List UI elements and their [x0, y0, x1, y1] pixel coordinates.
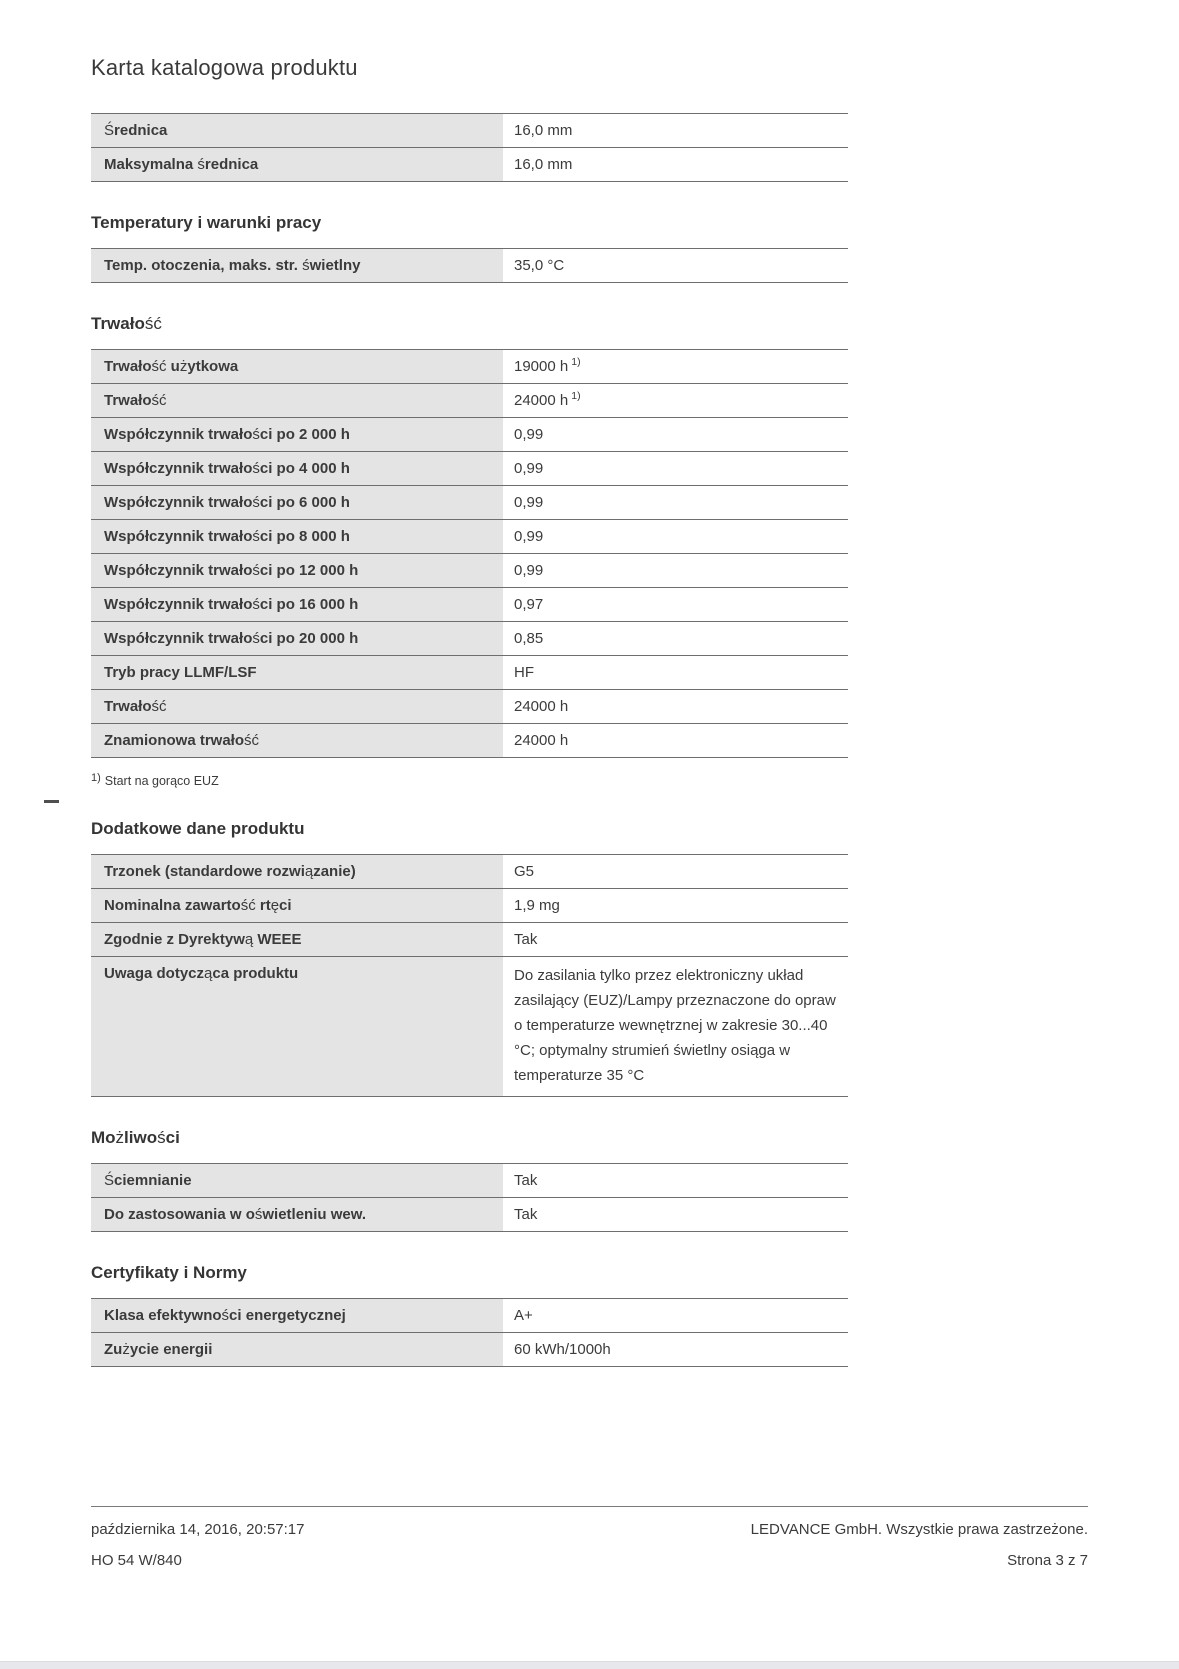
spec-value-text: 1,9 mg [514, 897, 560, 914]
spec-value [503, 249, 848, 282]
spec-value [503, 554, 848, 587]
footnote-ref: 1) [571, 390, 581, 402]
spec-label: Współczynnik trwałości po 6 000 h [91, 486, 503, 519]
spec-row [91, 655, 848, 689]
spec-value [503, 1198, 848, 1231]
spec-label: Średnica [91, 114, 503, 147]
spec-label: Tryb pracy LLMF/LSF [91, 656, 503, 689]
spec-value-text: 0,99 [514, 460, 544, 477]
spec-value-text: 16,0 mm [514, 156, 573, 173]
spec-value [503, 384, 848, 417]
spec-row [91, 147, 848, 181]
spec-row [91, 451, 848, 485]
spec-label: Maksymalna średnica [91, 148, 503, 181]
footnote-marker: 1) [91, 772, 101, 784]
spec-value-text: 0,85 [514, 630, 544, 647]
footnote [91, 772, 1179, 788]
spec-row [91, 1197, 848, 1231]
spec-value-text: 0,99 [514, 494, 544, 511]
spec-label: Do zastosowania w oświetleniu wew. [91, 1198, 503, 1231]
spec-value [503, 690, 848, 723]
spec-label: Trwałość [91, 384, 503, 417]
spec-row [91, 1163, 848, 1197]
spec-row [91, 689, 848, 723]
spec-value-text: 0,97 [514, 596, 544, 613]
spec-label: Współczynnik trwałości po 20 000 h [91, 622, 503, 655]
spec-value [503, 855, 848, 888]
footer-product: HO 54 W/840 [91, 1552, 182, 1569]
spec-value [503, 486, 848, 519]
spec-label: Temp. otoczenia, maks. str. świetlny [91, 249, 503, 282]
spec-label: Współczynnik trwałości po 12 000 h [91, 554, 503, 587]
section-heading: Trwałość [91, 314, 162, 333]
spec-value [503, 418, 848, 451]
spec-value-text: A+ [514, 1307, 533, 1324]
spec-value [503, 923, 848, 956]
spec-row [91, 1298, 848, 1332]
spec-value-text: Do zasilania tylko przez elektroniczny układ zasilający (EUZ)/Lampy przeznaczone do opraw o temperaturze wewnętrznej w zakresie 30...40 °C; optymalny strumień świetlny osiąga w temperaturze 35 °C [514, 967, 836, 1084]
spec-row [91, 485, 848, 519]
spec-label: Zgodnie z Dyrektywą WEEE [91, 923, 503, 956]
spec-value-text: 24000 h [514, 732, 569, 749]
spec-label: Zużycie energii [91, 1333, 503, 1366]
viewer-bottom-bar [0, 1661, 1179, 1669]
footer-copyright: LEDVANCE GmbH. Wszystkie prawa zastrzeżone. [750, 1521, 1088, 1538]
spec-value-text: 19000 h [514, 358, 569, 375]
spec-value-text: 0,99 [514, 562, 544, 579]
spec-row [91, 956, 848, 1096]
footnote-ref: 1) [571, 356, 581, 368]
spec-row [91, 888, 848, 922]
footer-date: października 14, 2016, 20:57:17 [91, 1521, 305, 1538]
spec-value-text: 60 kWh/1000h [514, 1341, 611, 1358]
spec-value [503, 350, 848, 383]
page-footer [91, 1506, 1088, 1576]
spec-row [91, 553, 848, 587]
spec-value-text: 16,0 mm [514, 122, 573, 139]
spec-row [91, 1332, 848, 1366]
spec-row [91, 383, 848, 417]
spec-value-text: 24000 h [514, 698, 569, 715]
spec-label: Trwałość [91, 690, 503, 723]
spec-table [91, 248, 848, 283]
spec-label: Trwałość użytkowa [91, 350, 503, 383]
spec-value [503, 1333, 848, 1366]
footer-right [751, 1514, 1088, 1576]
footnote-text: Start na gorąco EUZ [104, 774, 219, 788]
spec-value [503, 114, 848, 147]
spec-label: Współczynnik trwałości po 8 000 h [91, 520, 503, 553]
spec-table [91, 1163, 848, 1232]
spec-label: Współczynnik trwałości po 16 000 h [91, 588, 503, 621]
spec-value-text: Tak [514, 1172, 538, 1189]
spec-value [503, 656, 848, 689]
section-heading: Możliwości [91, 1128, 180, 1147]
spec-table [91, 854, 848, 1097]
spec-value [503, 957, 848, 1096]
spec-value-text: HF [514, 664, 534, 681]
spec-value [503, 1299, 848, 1332]
spec-label: Współczynnik trwałości po 4 000 h [91, 452, 503, 485]
spec-row [91, 723, 848, 757]
spec-value-text: G5 [514, 863, 535, 880]
spec-row [91, 922, 848, 956]
spec-value [503, 889, 848, 922]
spec-table [91, 113, 848, 182]
spec-row [91, 519, 848, 553]
section-heading: Dodatkowe dane produktu [91, 819, 305, 838]
spec-row [91, 113, 848, 147]
spec-value-text: Tak [514, 1206, 538, 1223]
spec-value-text: 35,0 °C [514, 257, 565, 274]
spec-value [503, 622, 848, 655]
spec-value-text: 0,99 [514, 426, 544, 443]
spec-value-text: Tak [514, 931, 538, 948]
footer-page-number: Strona 3 z 7 [1007, 1552, 1088, 1569]
page-title: Karta katalogowa produktu [91, 55, 358, 80]
spec-value-text: 24000 h [514, 392, 569, 409]
spec-label: Współczynnik trwałości po 2 000 h [91, 418, 503, 451]
spec-table [91, 1298, 848, 1367]
spec-label: Klasa efektywności energetycznej [91, 1299, 503, 1332]
spec-table [91, 349, 848, 758]
spec-row [91, 587, 848, 621]
spec-value [503, 148, 848, 181]
spec-label: Nominalna zawartość rtęci [91, 889, 503, 922]
spec-sections [0, 113, 1179, 1367]
spec-row [91, 621, 848, 655]
spec-label: Trzonek (standardowe rozwiązanie) [91, 855, 503, 888]
section-heading: Certyfikaty i Normy [91, 1263, 247, 1282]
spec-value [503, 588, 848, 621]
spec-label: Znamionowa trwałość [91, 724, 503, 757]
footer-left [91, 1514, 305, 1576]
spec-value [503, 1164, 848, 1197]
spec-value-text: 0,99 [514, 528, 544, 545]
spec-label: Ściemnianie [91, 1164, 503, 1197]
spec-row [91, 248, 848, 282]
spec-row [91, 417, 848, 451]
spec-row [91, 854, 848, 888]
spec-value [503, 520, 848, 553]
fold-mark [44, 800, 59, 803]
spec-value [503, 724, 848, 757]
spec-value [503, 452, 848, 485]
section-heading: Temperatury i warunki pracy [91, 213, 322, 232]
spec-row [91, 349, 848, 383]
spec-label: Uwaga dotycząca produktu [91, 957, 503, 1096]
